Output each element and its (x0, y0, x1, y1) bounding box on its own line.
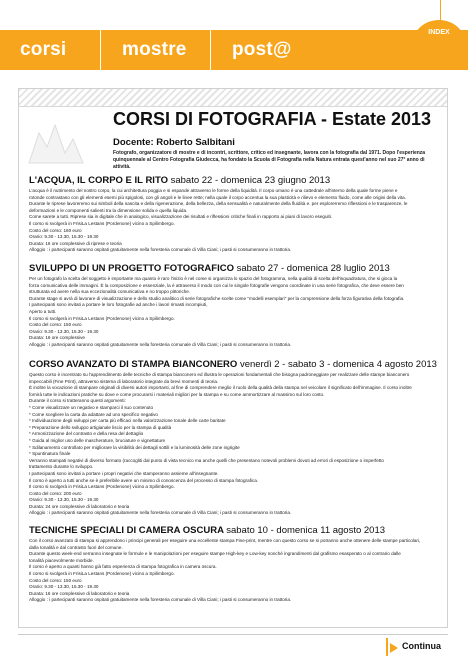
course-line: deformazioni e le componenti salienti tra la dimensione solida e quella liquida. (29, 207, 188, 213)
course-description (29, 372, 441, 517)
course-line: L'acqua è il nutrimento del nostro corpo, la cui architettura poggia e si espande attraverso le forme della liquidità. Il corpo umano è una cattedrale all'interno della quale forme piene e (29, 188, 398, 193)
course-line: I partecipanti sono invitati a portare i propri negativi che stamperanno assieme all'insegnante. (29, 470, 219, 476)
nav-separator (210, 30, 211, 70)
course-line: * Guida al miglior uso delle mascherature, bruciature e vignettature (29, 437, 166, 443)
course-line: Con il corso avanzato di stampa si apprendono i principi generali per eseguire una eccellente stampa Fine-print, mentre con questo corso se si potranno anche ottenere delle stampe particolari, (29, 538, 421, 543)
course-line: Orario: 9.30 - 13.30, 15.30 - 19.30 (29, 584, 99, 590)
course-line: Alloggio : i partecipanti saranno ospitati gratuitamente nella foresteria comunale di Villa Ciani; i pasti si consumeranno in trattoria. (29, 597, 292, 603)
course-line: Verranno stampati negativi di diverso formato (raccogliti dal punto di vista tecnico ma anche quelli che presentano notevoli problemi dovuti ad errori di esposizione o imperfetto (29, 457, 384, 463)
nav-item-corsi[interactable]: corsi (20, 39, 67, 60)
course-line: Orario: 9.30 - 13.30, 15.30 - 19.30 (29, 497, 99, 503)
course-title: TECNICHE SPECIALI DI CAMERA OSCURA (29, 525, 224, 536)
continue-link[interactable]: Continua (402, 641, 441, 651)
nav-item-mostre[interactable]: mostre (122, 39, 187, 60)
course-line: * Come scegliere la carta da adattare ad uno specifico negativo (29, 411, 158, 417)
course-line: Alloggio : i partecipanti saranno ospitati gratuitamente nella foresteria comunale di Villa Ciani; i pasti si consumeranno in trattoria. (29, 510, 292, 516)
course-description (29, 538, 441, 604)
course-line: Costo del corso: 160 euro (29, 227, 82, 233)
course-heading (29, 263, 441, 275)
course-line: Il corso si svolgerà in FrisiLa Lestans (Pordenone) vicino a Spilimbergo. (29, 570, 175, 576)
hatch-band (19, 89, 447, 107)
course-dates: sabato 27 - domenica 28 luglio 2013 (236, 263, 390, 274)
course-line: * Armonizzazione del contrasto e della resa del dettaglio (29, 431, 144, 437)
course-line: Orario: 9.30 - 13.30, 15.30 - 19.30 (29, 234, 99, 240)
course-section (29, 359, 441, 517)
nav-band (0, 30, 468, 70)
course-line: Durante questo week-end verranno insegnate le formule e le manipolazioni per eseguire stampe High-key e Low-key nonché ingrandimenti dal grafismo esasperato o al contrario dalle (29, 551, 401, 557)
course-panel (18, 88, 448, 628)
course-line: I partecipanti sono invitati a portare le loro fotografie ad anche i lavori rimasti incompiuti, (29, 302, 208, 308)
course-title: SVILUPPO DI UN PROGETTO FOTOGRAFICO (29, 263, 234, 274)
top-navigation (0, 0, 468, 78)
course-line: Alloggio : i partecipanti saranno ospitati gratuitamente nella foresteria comunale di Villa Ciani; i pasti si consumeranno in trattoria. (29, 247, 292, 253)
footer-marker (386, 638, 388, 656)
course-title: CORSO AVANZATO DI STAMPA BIANCONERO (29, 359, 238, 370)
teacher-name: Docente: Roberto Salbitani (113, 137, 235, 148)
course-line: Durante le riprese lavoreremo sui simboli della nascita e della rigenerazione, della bellezza, della sensualità e naturalmente della fluidità e. per esplorerremo riflessioni e le trasparenze, le (29, 201, 408, 207)
course-description (29, 276, 441, 349)
course-line: Costo del corso: 150 euro (29, 577, 82, 583)
course-line: Il corso è aperto a tutti anche se è preferibile avere un minimo di conoscenza del processo di stampa fotografica. (29, 477, 259, 483)
course-line: Durata: 16 ore complessive (29, 335, 85, 341)
course-line: Il corso si svolgerà in FrisiLa Lestans (Pordenone) vicino a Spilimbergo. (29, 220, 175, 226)
course-line: tonalità piacevolmente morbide. (29, 557, 94, 563)
nav-separator (100, 30, 101, 70)
course-line: forza comunicativa delle immagini. È la composizione e essenziale, la è attraverso il modo con cui le singole fotografie vengono coordinate in una serie fotografica, che deve essere ben (29, 282, 404, 288)
course-line: Costo del corso: 200 euro (29, 490, 82, 496)
index-label: INDEX (428, 29, 450, 36)
arrow-right-icon[interactable] (390, 643, 398, 653)
course-line: * Individuazione degli sviluppi per carta più efficaci nella valorizzazione tonale delle carte baritate (29, 418, 226, 424)
course-dates: sabato 10 - domenica 11 agosto 2013 (226, 525, 386, 536)
course-line: Durata: 16 ore complessive di laboratorio e teoria (29, 590, 130, 596)
course-heading (29, 175, 441, 187)
course-line: fornirà tutte le indicazioni pratiche su dove e come procurarsi i materiali migliori per la stampa e su come ammortizzare al massimo sul loro costo. (29, 391, 325, 397)
course-line: Costo del corso: 150 euro (29, 322, 82, 328)
course-dates: sabato 22 - domenica 23 giugno 2013 (170, 175, 331, 186)
course-line: Il corso si svolgerà in FrisiLa Lestans (Pordenone) vicino a Spilimbergo. (29, 315, 175, 321)
course-section (29, 263, 441, 349)
course-line: * Come visualizzare un negativo e stamparci il suo contenuto (29, 404, 154, 410)
course-line: Durata: 24 ore complessive di laboratorio e teoria (29, 503, 130, 509)
course-line: dalla tonalità e dal contrasto fuori del comune. (29, 544, 123, 550)
course-line: Aperto a tutti. (29, 308, 57, 314)
index-tab[interactable] (412, 20, 466, 62)
course-section (29, 525, 441, 604)
course-line: rotonde contrastano con gli elementi esemi più spigolosi, con gli angoli e le linee rette; nella quale il corpo accentua la sua plasticità e rilievo e elemento fluido, come alle origini della vita. (29, 194, 406, 200)
course-heading (29, 525, 441, 537)
course-line: È inoltre la vocazione di stampare originali di diversi autori importanti, al fine di comprendere meglio il ruolo della qualità della stampa nel veicolare il significato dell'immagine. Il corso inoltre (29, 385, 412, 391)
course-heading (29, 359, 441, 371)
teacher-bio: Fotografo, organizzatore di mostre e di incontri, scrittore, critico ed insegnante, lavora con la fotografia dal 1971. Dopo l'esperienza quinquennale al Centro Fotografia Giudecca, ha fondato la Scuola di Fotografia nella Natura entrata quest'anno nel suo 27° anno di attività. (113, 150, 426, 170)
course-line: Alloggio : i partecipanti saranno ospitati gratuitamente nella foresteria comunale di Villa Ciani; i pasti si consumeranno in trattoria. (29, 341, 292, 347)
course-line: strutturata ed avere nella sua eccezionalità comunicativa e no troppo pittoriche. (29, 289, 191, 295)
course-line: Orario: 9.30 - 13.30, 15.30 - 19.30 (29, 328, 99, 334)
index-line (440, 0, 441, 22)
nav-item-posta[interactable]: post@ (232, 39, 292, 60)
course-line: * Preparazione dello sviluppo artigianale liscio per la stampa di qualità (29, 424, 172, 430)
page-footer (0, 634, 468, 661)
course-line: Il corso si svolgerà in FrisiLa Lestans (Pordenone) vicino a Spilimbergo. (29, 484, 175, 490)
page-title: CORSI DI FOTOGRAFIA - Estate 2013 (113, 109, 432, 129)
course-section (29, 175, 441, 254)
course-line: Durante il corso si tratteranno questi argomenti: (29, 398, 126, 404)
course-line: Questo corso è incentrato su l'apprendimento delle tecniche di stampa bianconero ed illustra le operazioni fondamentali che bisogna padroneggiare per realizzare delle stampe bianconero (29, 372, 410, 377)
course-line: Durata: 16 ore complessive di riprese e teoria (29, 240, 122, 246)
course-line: Il corso è aperto a quanti hanno già fatto esperienza di stampa fotografica in camera oscura. (29, 564, 217, 570)
footer-divider (18, 634, 448, 635)
course-description (29, 188, 441, 254)
course-line: trattamento durante lo sviluppo. (29, 464, 94, 470)
course-line: * Sdilanamento controllato per migliorare la visibilità dei dettagli sottili e la luminosità delle zone ingrigite (29, 444, 240, 450)
course-line: impeccabili (Fine Print), attraverso sistema di laboratorio integrate da brevi momenti di teoria. (29, 378, 219, 384)
school-logo (25, 113, 97, 169)
course-title: L'ACQUA, IL CORPO E IL RITO (29, 175, 168, 186)
course-line: Per un fotografo la scelta del soggetto è importante ma quanto è raro l'inizio è nel come si organizza lo spazio del fotogramma, nella qualità di scelta dell'inquadratura, che si gioca la (29, 276, 398, 281)
course-dates: venerdì 2 - sabato 3 - domenica 4 agosto 2013 (239, 359, 437, 370)
course-line: * Spuntinatura finale (29, 451, 71, 457)
course-line: Durante stage si avrà di lavorare di visualizzazione e dello studio analitico di serie fotografiche scelte come "modelli esemplari" per la comprensione della forza figurativa della fotografia. (29, 295, 405, 301)
course-line: Come sarete a tutti. Riprese sia in digitale che in analogico, visualizzazione dei risultati e riflessioni critiche finali in rapporto ai piani di lavoro eseguiti. (29, 214, 333, 220)
